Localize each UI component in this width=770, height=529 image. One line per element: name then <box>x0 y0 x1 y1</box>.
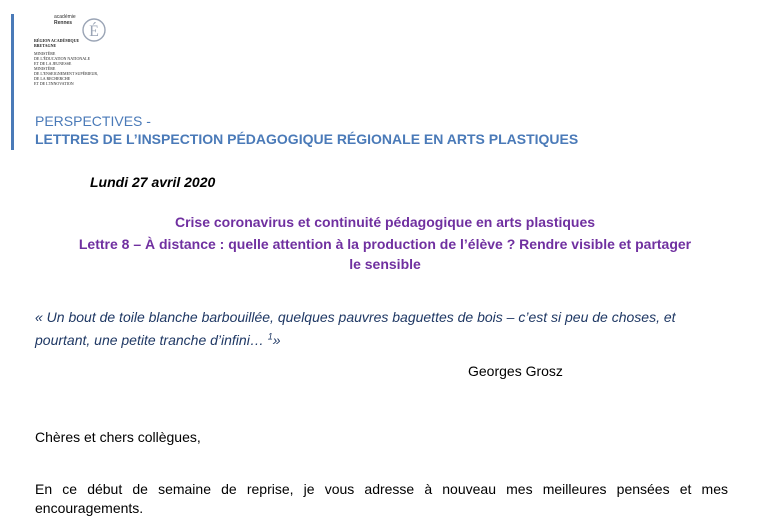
region-line2: BRETAGNE <box>34 43 57 48</box>
letter-date: Lundi 27 avril 2020 <box>90 174 216 190</box>
ministry1-line3: ET DE LA JEUNESSE <box>34 61 72 66</box>
series-label: PERSPECTIVES - <box>35 113 151 129</box>
wordmark-line1: académie <box>54 14 76 20</box>
quote-line2-text: pourtant, une petite tranche d’infini… <box>35 332 268 348</box>
ministry1-line2: DE L'ÉDUCATION NATIONALE <box>34 56 91 61</box>
ministry2-line2: DE L'ENSEIGNEMENT SUPÉRIEUR, <box>34 71 99 76</box>
ministry2-line1: MINISTÈRE <box>34 66 56 71</box>
quote-author: Georges Grosz <box>468 363 563 379</box>
wordmark-line2: Rennes <box>54 20 73 26</box>
footnote-ref[interactable]: 1 <box>267 331 273 342</box>
logo-institution-text <box>34 38 114 86</box>
document-title: LETTRES DE L’INSPECTION PÉDAGOGIQUE RÉGIONALE EN ARTS PLASTIQUES <box>35 131 579 147</box>
quote-line1: « Un bout de toile blanche barbouillée, quelques pauvres baguettes de bois – c’est si peu de choses, et <box>35 309 676 325</box>
paragraph-line2: encouragements. <box>35 500 144 516</box>
paragraph-line1: En ce début de semaine de reprise, je vous adresse à nouveau mes meilleures pensées et mes <box>35 481 728 497</box>
salutation: Chères et chers collègues, <box>35 429 201 445</box>
region-line1: RÉGION ACADÉMIQUE <box>34 38 80 43</box>
ministry1-line1: MINISTÈRE <box>34 51 56 56</box>
subject-line3: le sensible <box>349 256 421 272</box>
emblem-letter: É <box>89 23 99 40</box>
header-rule <box>11 14 14 150</box>
subject-line1: Crise coronavirus et continuité pédagogique en arts plastiques <box>174 214 596 230</box>
logo-wordmark <box>54 14 76 26</box>
quote-closing: » <box>272 332 281 348</box>
subject-line2: Lettre 8 – À distance : quelle attention à la production de l’élève ? Rendre visible et partager <box>78 236 692 252</box>
ministry2-line4: ET DE L'INNOVATION <box>34 81 74 86</box>
quote-line2 <box>35 331 735 349</box>
ministry2-line3: DE LA RECHERCHE <box>34 76 71 81</box>
